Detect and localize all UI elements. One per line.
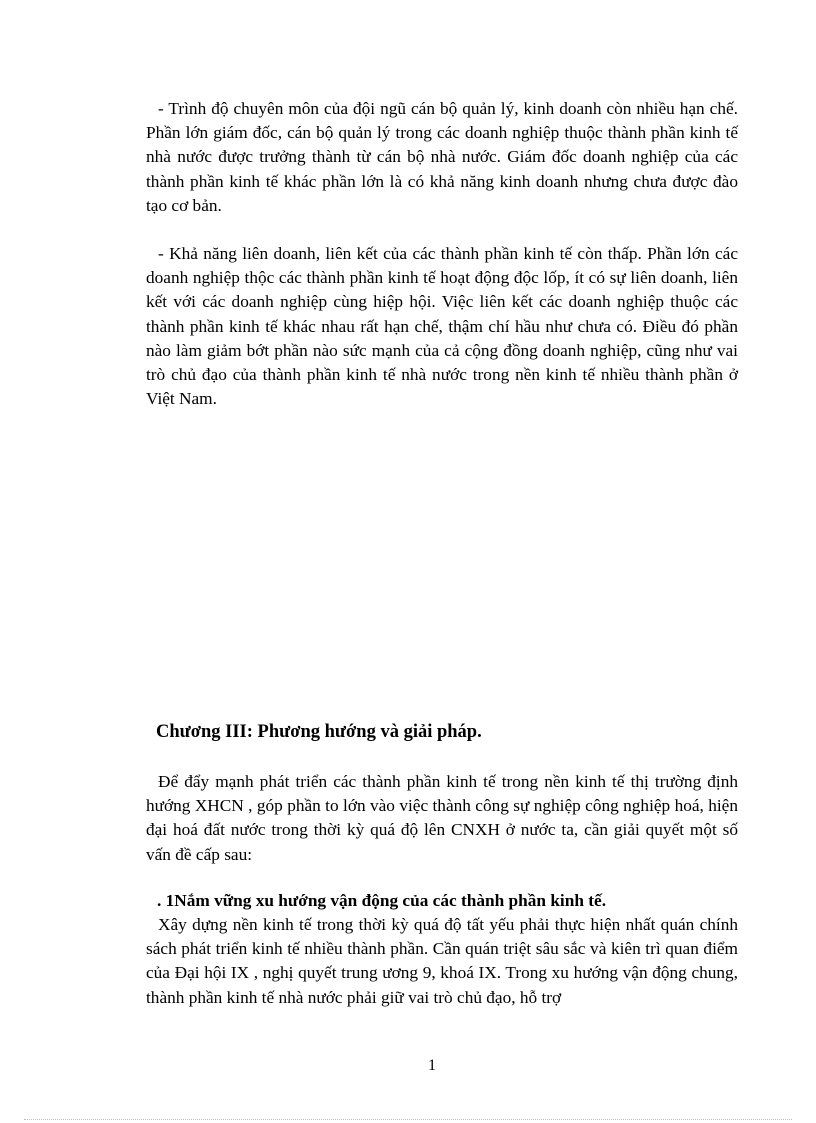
chapter-title: Chương III: Phương hướng và giải pháp. [156, 722, 482, 742]
page-bottom-divider [24, 1119, 792, 1120]
page-number: 1 [428, 1057, 436, 1074]
section-body-paragraph: Xây dựng nền kinh tế trong thời kỳ quá độ tất yếu phải thực hiện nhất quán chính sách phát triển kinh tế nhiều thành phần. Cần quán triệt sâu sắc và kiên trì quan điểm của Đại hội IX , nghị quyết trung ương 9, khoá IX. Trong xu hướng vận động chung, thành phần kinh tế nhà nước phải giữ vai trò chủ đạo, hỗ trợ [146, 915, 738, 1007]
paragraph-joint-venture-capacity: - Khả năng liên doanh, liên kết của các thành phần kinh tế còn thấp. Phần lớn các doanh nghiệp thộc các thành phần kinh tế hoạt động độc lốp, ít có sự liên doanh, liên kết với các doanh nghiệp cùng hiệp hội. Việc liên kết các doanh nghiệp thuộc các thành phần kinh tế khác nhau rất hạn chế, thậm chí hầu như chưa có. Điều đó phần nào làm giảm bớt phần nào sức mạnh của cả cộng đồng doanh nghiệp, cũng như vai trò chủ đạo của thành phần kinh tế nhà nước trong nền kinh tế nhiều thành phần ở Việt Nam. [146, 244, 738, 409]
paragraph-management-skills: - Trình độ chuyên môn của đội ngũ cán bộ quản lý, kinh doanh còn nhiều hạn chế. Phần lớn giám đốc, cán bộ quản lý trong các doanh nghiệp thuộc thành phần kinh tế nhà nước được trưởng thành từ cán bộ nhà nước. Giám đốc doanh nghiệp của các thành phần kinh tế khác phần lớn là có khả năng kinh doanh nhưng chưa được đào tạo cơ bản. [146, 99, 738, 215]
section-heading: . 1Nắm vững xu hướng vận động của các thành phần kinh tế. [157, 891, 607, 910]
chapter-intro-paragraph: Để đẩy mạnh phát triển các thành phần kinh tế trong nền kinh tế thị trường định hướng XHCN , góp phần to lớn vào việc thành công sự nghiệp công nghiệp hoá, hiện đại hoá đất nước trong thời kỳ quá độ lên CNXH ở nước ta, cần giải quyết một số vấn đề cấp sau: [146, 772, 738, 864]
